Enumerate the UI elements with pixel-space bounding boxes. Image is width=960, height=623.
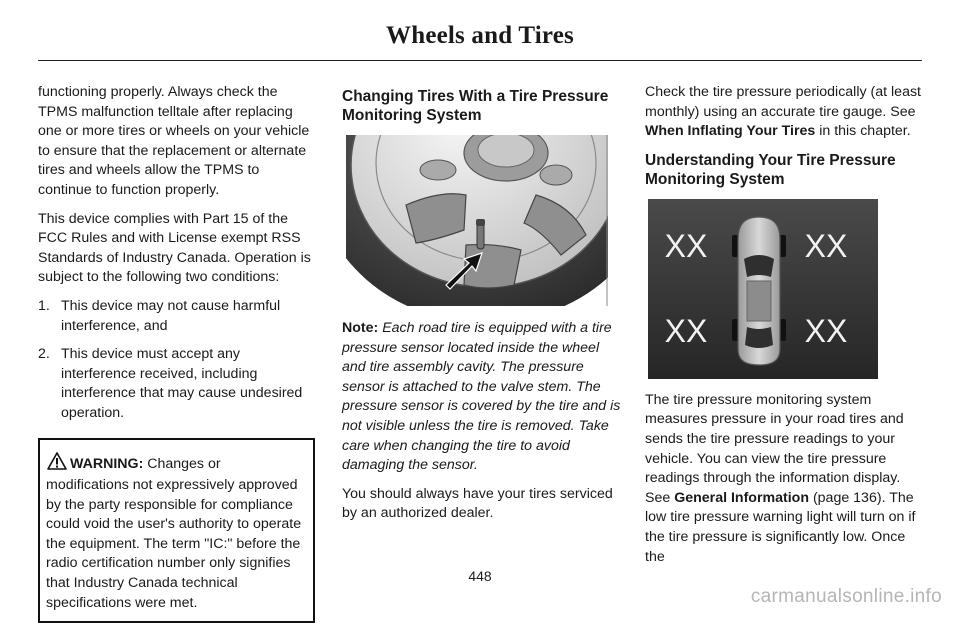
- warning-triangle-icon: [47, 452, 67, 477]
- title-divider: [38, 60, 922, 61]
- section-heading-changing-tires: Changing Tires With a Tire Pressure Monitoring System: [342, 87, 621, 125]
- watermark: carmanualsonline.info: [751, 586, 942, 608]
- car-top-view-icon: [732, 217, 786, 365]
- list-number: 1.: [38, 297, 61, 336]
- tire-value-rear-left: XX: [665, 313, 708, 349]
- check-pressure-text-end: in this chapter.: [815, 123, 910, 139]
- warning-box: [38, 438, 315, 623]
- list-number: 2.: [38, 345, 61, 423]
- column-middle: [342, 83, 621, 533]
- warning-label: WARNING:: [70, 456, 143, 472]
- note-label: Note:: [342, 320, 378, 336]
- list-item: [38, 297, 315, 336]
- column-right: [645, 83, 923, 576]
- tpms-paragraph: functioning properly. Always check the TPMS malfunction telltale after replacing one or more tires or wheels on your vehicle to ensure that the replacement or alternate tires and wheels allow the TPMS to continue to function properly.: [38, 83, 315, 201]
- tpms-display-illustration: [648, 199, 878, 379]
- page-number: 448: [0, 568, 960, 584]
- tire-value-front-right: XX: [805, 228, 848, 264]
- warning-text: Changes or modifications not expressively approved by the party responsible for compliance could void the user's authority to operate the equipment. The term "IC:" before the radio certification number only signifies that Industry Canada technical specifications were met.: [46, 456, 301, 611]
- list-text: This device must accept any interference received, including interference that may cause undesired operation.: [61, 345, 315, 423]
- page-title: Wheels and Tires: [0, 22, 960, 50]
- tpms-description-text-end: (page 136). The low tire pressure warning light will turn on if the tire pressure is significantly low. Once the: [645, 490, 915, 565]
- note-paragraph: [342, 319, 621, 476]
- dealer-paragraph: You should always have your tires serviced by an authorized dealer.: [342, 485, 621, 524]
- tpms-display-figure: [645, 199, 923, 379]
- fcc-paragraph: This device complies with Part 15 of the FCC Rules and with License exempt RSS Standards of Industry Canada. Operation is subject to the following two conditions:: [38, 210, 315, 288]
- list-text: This device may not cause harmful interference, and: [61, 297, 315, 336]
- tire-value-rear-right: XX: [805, 313, 848, 349]
- list-item: [38, 345, 315, 423]
- check-pressure-text: Check the tire pressure periodically (at least monthly) using an accurate tire gauge. See: [645, 84, 921, 120]
- tire-value-front-left: XX: [665, 228, 708, 264]
- section-heading-understanding-tpms: Understanding Your Tire Pressure Monitoring System: [645, 151, 923, 189]
- link-general-information: General Information: [674, 490, 809, 506]
- conditions-list: [38, 297, 315, 424]
- check-pressure-paragraph: [645, 83, 923, 142]
- note-text: Each road tire is equipped with a tire pressure sensor located inside the wheel and tire assembly cavity. The pressure sensor is attached to the valve stem. The pressure sensor is covered by the tire and is not visible unless the tire is removed. Take care when changing the tire to avoid damaging the sensor.: [342, 320, 620, 473]
- wheel-valve-figure: [342, 135, 621, 306]
- tpms-description-paragraph: [645, 391, 923, 567]
- column-left: [38, 83, 315, 623]
- link-when-inflating: When Inflating Your Tires: [645, 123, 815, 139]
- wheel-illustration: [346, 135, 608, 306]
- tpms-description-text: The tire pressure monitoring system measures pressure in your road tires and sends the tire pressure readings to your vehicle. You can view the tire pressure readings through the information display. See: [645, 392, 904, 506]
